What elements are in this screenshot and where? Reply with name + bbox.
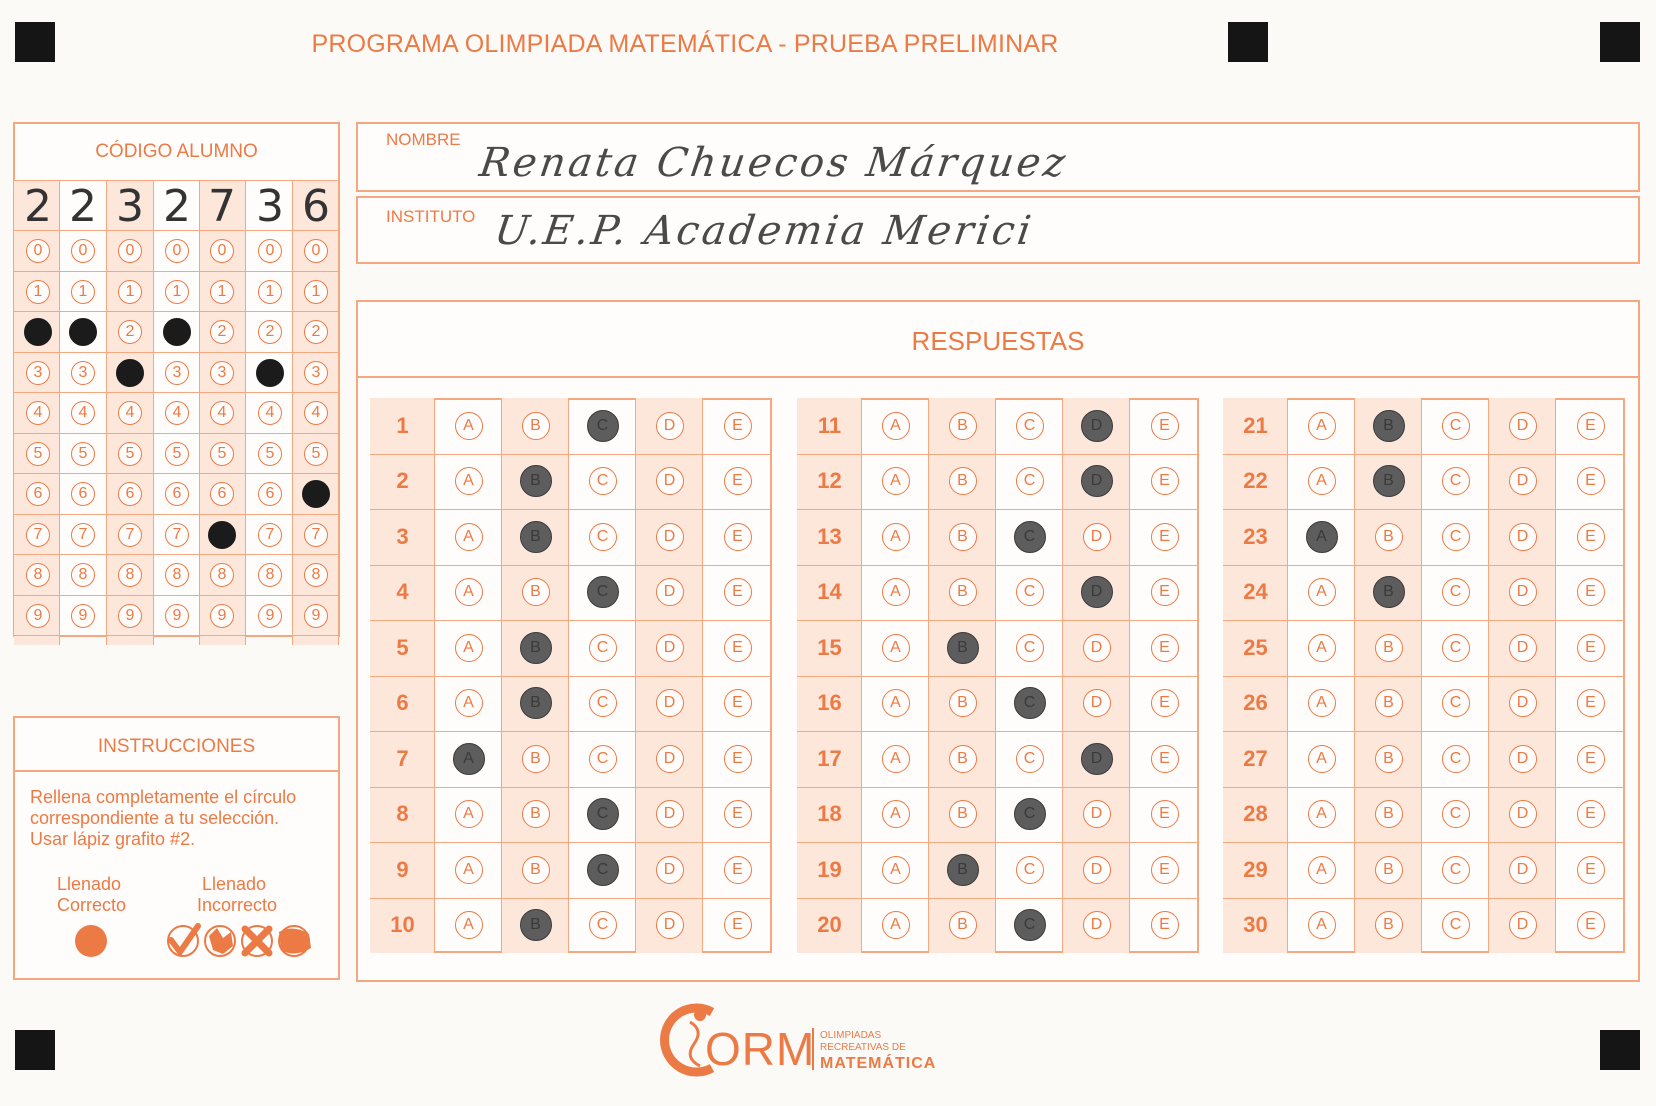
incorrect-fill-label-1: Llenado (202, 874, 267, 894)
answer-bubble-a[interactable]: A (1308, 745, 1336, 773)
student-code-label: CÓDIGO ALUMNO (95, 141, 258, 162)
answer-bubble-b[interactable]: B (522, 800, 550, 828)
student-code-bubble[interactable]: 6 (118, 482, 142, 506)
answer-bubble-d[interactable]: D (1509, 467, 1537, 495)
answer-bubble-c[interactable]: C (589, 634, 617, 662)
answer-bubble-c[interactable]: C (1014, 521, 1046, 553)
answer-bubble-c[interactable]: C (1442, 856, 1470, 884)
student-code-bubble[interactable]: 7 (118, 523, 142, 547)
answer-bubble-a[interactable]: A (455, 800, 483, 828)
answer-bubble-c[interactable]: C (1014, 909, 1046, 941)
orm-logo (660, 1000, 990, 1080)
question-number: 20 (817, 912, 842, 938)
student-code-bubble[interactable]: 5 (258, 442, 282, 466)
student-code-bubble[interactable]: 1 (71, 280, 95, 304)
question-number: 17 (817, 745, 842, 771)
answer-bubble-c[interactable]: C (1016, 745, 1044, 773)
question-number: 3 (396, 523, 409, 549)
answer-bubble-c[interactable]: C (1442, 523, 1470, 551)
answer-bubble-a[interactable]: A (455, 578, 483, 606)
answer-bubble-c[interactable]: C (587, 410, 619, 442)
student-code-bubble[interactable]: 8 (118, 563, 142, 587)
answer-bubble-e[interactable]: E (1151, 689, 1179, 717)
question-number: 2 (396, 468, 409, 494)
answer-bubble-e[interactable]: E (1151, 412, 1179, 440)
answer-bubble-e[interactable]: E (724, 689, 752, 717)
student-code-bubble[interactable]: 5 (304, 442, 328, 466)
respuestas-label: RESPUESTAS (911, 326, 1085, 356)
instructions-line-1: Rellena completamente el círculo (30, 787, 297, 807)
student-code-written-digit: 2 (24, 181, 52, 232)
question-number: 12 (817, 468, 842, 494)
student-code-bubble[interactable]: 6 (71, 482, 95, 506)
answer-bubble-d[interactable]: D (1083, 800, 1111, 828)
student-code-bubble[interactable]: 1 (26, 280, 50, 304)
student-code-bubble[interactable]: 8 (304, 563, 328, 587)
answer-bubble-b[interactable]: B (1375, 856, 1403, 884)
answer-bubble-c[interactable]: C (1016, 634, 1044, 662)
answer-bubble-d[interactable]: D (1083, 523, 1111, 551)
registration-mark-bottom-right (1600, 1030, 1640, 1070)
question-number: 10 (390, 912, 415, 938)
answer-bubble-c[interactable]: C (587, 854, 619, 886)
answer-bubble-d[interactable]: D (656, 412, 684, 440)
answer-bubble-c[interactable]: C (1442, 634, 1470, 662)
student-code-bubble[interactable]: 3 (26, 361, 50, 385)
student-code-bubble[interactable]: 0 (210, 239, 234, 263)
student-code-bubble[interactable]: 2 (118, 320, 142, 344)
question-number: 29 (1243, 856, 1268, 882)
answer-bubble-b[interactable]: B (520, 465, 552, 497)
question-number: 4 (396, 579, 409, 605)
student-code-bubble[interactable]: 1 (304, 280, 328, 304)
answer-bubble-c[interactable]: C (1442, 467, 1470, 495)
answer-bubble-e[interactable]: E (1151, 467, 1179, 495)
answer-bubble-a[interactable]: A (1308, 800, 1336, 828)
answer-bubble-c[interactable]: C (589, 911, 617, 939)
answer-bubble-a[interactable]: A (1308, 578, 1336, 606)
student-code-bubble[interactable]: 2 (24, 318, 52, 346)
answer-bubble-b[interactable]: B (1375, 911, 1403, 939)
answer-bubble-e[interactable]: E (1151, 856, 1179, 884)
student-code-bubble[interactable]: 1 (210, 280, 234, 304)
answer-bubble-e[interactable]: E (724, 745, 752, 773)
answer-bubble-b[interactable]: B (520, 632, 552, 664)
answer-bubble-d[interactable]: D (656, 467, 684, 495)
student-code-bubble[interactable]: 9 (304, 604, 328, 628)
student-code-bubble[interactable]: 6 (258, 482, 282, 506)
answer-bubble-b[interactable]: B (1373, 410, 1405, 442)
student-code-bubble[interactable]: 2 (304, 320, 328, 344)
answer-bubble-e[interactable]: E (1577, 745, 1605, 773)
student-code-bubble[interactable]: 4 (26, 401, 50, 425)
orm-logo-line-2: RECREATIVAS DE (820, 1042, 906, 1053)
student-code-bubble[interactable]: 3 (116, 359, 144, 387)
question-number: 30 (1243, 912, 1268, 938)
answer-bubble-d[interactable]: D (1509, 523, 1537, 551)
answer-bubble-d[interactable]: D (656, 689, 684, 717)
answer-bubble-d[interactable]: D (656, 800, 684, 828)
student-code-bubble[interactable]: 9 (258, 604, 282, 628)
answer-bubble-b[interactable]: B (949, 911, 977, 939)
answer-bubble-a[interactable]: A (1308, 634, 1336, 662)
correct-fill-label-1: Llenado (57, 874, 122, 894)
answer-bubble-e[interactable]: E (1151, 745, 1179, 773)
answer-bubble-d[interactable]: D (1509, 911, 1537, 939)
answer-bubble-c[interactable]: C (1442, 412, 1470, 440)
answer-bubble-a[interactable]: A (455, 412, 483, 440)
answer-bubble-a[interactable]: A (882, 856, 910, 884)
answer-bubble-e[interactable]: E (724, 911, 752, 939)
answer-bubble-e[interactable]: E (724, 856, 752, 884)
answer-bubble-b[interactable]: B (1375, 745, 1403, 773)
answer-bubble-a[interactable]: A (1308, 911, 1336, 939)
answer-bubble-d[interactable]: D (656, 578, 684, 606)
student-code-bubble[interactable]: 4 (71, 401, 95, 425)
question-number: 21 (1243, 412, 1268, 438)
student-code-bubble[interactable]: 5 (26, 442, 50, 466)
answer-bubble-d[interactable]: D (1509, 800, 1537, 828)
answer-bubble-a[interactable]: A (882, 634, 910, 662)
answer-bubble-b[interactable]: B (947, 854, 979, 886)
student-code-bubble[interactable]: 3 (165, 361, 189, 385)
answer-bubble-b[interactable]: B (1375, 523, 1403, 551)
answer-bubble-d[interactable]: D (1509, 856, 1537, 884)
student-code-bubble[interactable]: 8 (165, 563, 189, 587)
student-code-bubble[interactable]: 6 (26, 482, 50, 506)
student-code-bubble[interactable]: 8 (26, 563, 50, 587)
answer-bubble-e[interactable]: E (724, 634, 752, 662)
student-code-bubble[interactable]: 8 (71, 563, 95, 587)
question-number: 16 (817, 690, 842, 716)
question-number: 23 (1243, 523, 1268, 549)
answer-bubble-e[interactable]: E (1151, 911, 1179, 939)
student-code-bubble[interactable]: 1 (118, 280, 142, 304)
student-code-bubble[interactable]: 6 (165, 482, 189, 506)
question-number: 13 (817, 523, 842, 549)
question-number: 9 (396, 856, 409, 882)
question-number: 8 (396, 801, 409, 827)
answer-bubble-e[interactable]: E (724, 467, 752, 495)
student-code-bubble[interactable]: 9 (165, 604, 189, 628)
answer-bubble-b[interactable]: B (949, 467, 977, 495)
answer-bubble-e[interactable]: E (724, 523, 752, 551)
answer-bubble-c[interactable]: C (587, 798, 619, 830)
answer-bubble-e[interactable]: E (1577, 800, 1605, 828)
answer-bubble-b[interactable]: B (522, 578, 550, 606)
question-number: 15 (817, 634, 842, 660)
answer-bubble-a[interactable]: A (1306, 521, 1338, 553)
question-number: 1 (396, 412, 409, 438)
answer-bubble-e[interactable]: E (1577, 634, 1605, 662)
student-code-bubble[interactable]: 3 (71, 361, 95, 385)
answer-bubble-d[interactable]: D (656, 523, 684, 551)
answer-bubble-b[interactable]: B (949, 412, 977, 440)
answer-bubble-b[interactable]: B (1373, 576, 1405, 608)
student-code-bubble[interactable]: 3 (304, 361, 328, 385)
answer-bubble-a[interactable]: A (455, 911, 483, 939)
student-code-bubble[interactable]: 2 (210, 320, 234, 344)
answer-bubble-e[interactable]: E (724, 800, 752, 828)
page-title: PROGRAMA OLIMPIADA MATEMÁTICA - PRUEBA PRELIMINAR (311, 30, 1059, 58)
answer-bubble-d[interactable]: D (1083, 689, 1111, 717)
student-code-bubble[interactable]: 0 (165, 239, 189, 263)
student-code-bubble[interactable]: 4 (210, 401, 234, 425)
answer-bubble-c[interactable]: C (1442, 745, 1470, 773)
orm-logo-line-1: OLIMPIADAS (820, 1030, 882, 1041)
student-code-bubble[interactable]: 1 (258, 280, 282, 304)
question-number: 26 (1243, 690, 1268, 716)
answer-bubble-b[interactable]: B (1375, 800, 1403, 828)
student-code-bubble[interactable]: 7 (208, 521, 236, 549)
student-code-bubble[interactable]: 0 (304, 239, 328, 263)
answer-bubble-c[interactable]: C (1014, 687, 1046, 719)
answer-bubble-c[interactable]: C (587, 576, 619, 608)
answer-bubble-c[interactable]: C (1016, 412, 1044, 440)
student-code-bubble[interactable]: 5 (71, 442, 95, 466)
student-code-bubble[interactable]: 0 (118, 239, 142, 263)
student-code-written-digit: 2 (163, 181, 191, 232)
answer-bubble-c[interactable]: C (1442, 578, 1470, 606)
question-number: 11 (817, 412, 842, 438)
answer-bubble-c[interactable]: C (1442, 911, 1470, 939)
incorrect-fill-examples-icon (165, 922, 320, 960)
answer-bubble-c[interactable]: C (1016, 578, 1044, 606)
question-number: 19 (817, 856, 842, 882)
answer-bubble-d[interactable]: D (1509, 578, 1537, 606)
question-number: 18 (817, 801, 842, 827)
nombre-value: Renata Chuecos Márquez (476, 140, 1071, 186)
answer-bubble-d[interactable]: D (1083, 634, 1111, 662)
answer-bubble-a[interactable]: A (1308, 412, 1336, 440)
answer-bubble-b[interactable]: B (949, 745, 977, 773)
student-code-bubble[interactable]: 4 (258, 401, 282, 425)
nombre-label: NOMBRE (386, 130, 461, 149)
student-code-bubble[interactable]: 4 (118, 401, 142, 425)
answer-bubble-b[interactable]: B (947, 632, 979, 664)
student-code-bubble[interactable]: 8 (210, 563, 234, 587)
question-number: 27 (1243, 745, 1268, 771)
answer-bubble-a[interactable]: A (882, 689, 910, 717)
answer-bubble-b[interactable]: B (949, 523, 977, 551)
instituto-value: U.E.P. Academia Merici (491, 208, 1037, 254)
answer-bubble-b[interactable]: B (520, 909, 552, 941)
answer-bubble-c[interactable]: C (589, 745, 617, 773)
answer-bubble-d[interactable]: D (1509, 412, 1537, 440)
question-number: 7 (396, 745, 409, 771)
orm-logo-text: ORM (705, 1023, 816, 1075)
student-code-bubble[interactable]: 9 (210, 604, 234, 628)
answer-bubble-d[interactable]: D (1081, 410, 1113, 442)
answer-bubble-d[interactable]: D (1081, 576, 1113, 608)
student-code-bubble[interactable]: 0 (26, 239, 50, 263)
answer-bubble-a[interactable]: A (1308, 467, 1336, 495)
answer-bubble-b[interactable]: B (1375, 689, 1403, 717)
student-code-written-digit: 3 (256, 181, 284, 232)
answer-bubble-d[interactable]: D (656, 745, 684, 773)
answer-bubble-a[interactable]: A (455, 467, 483, 495)
orm-logo-line-3: MATEMÁTICA (820, 1055, 937, 1072)
answer-bubble-d[interactable]: D (1081, 743, 1113, 775)
student-code-written-digit: 6 (302, 181, 330, 232)
answer-bubble-e[interactable]: E (1577, 856, 1605, 884)
answer-bubble-a[interactable]: A (1308, 689, 1336, 717)
answer-bubble-d[interactable]: D (1083, 911, 1111, 939)
answer-bubble-b[interactable]: B (949, 578, 977, 606)
answer-bubble-a[interactable]: A (455, 856, 483, 884)
student-code-bubble[interactable]: 9 (26, 604, 50, 628)
student-code-bubble[interactable]: 9 (71, 604, 95, 628)
answer-bubble-e[interactable]: E (724, 412, 752, 440)
student-code-bubble[interactable]: 7 (26, 523, 50, 547)
student-code-bubble[interactable]: 5 (165, 442, 189, 466)
answer-bubble-b[interactable]: B (949, 689, 977, 717)
student-code-bubble[interactable]: 7 (258, 523, 282, 547)
answer-bubble-a[interactable]: A (882, 523, 910, 551)
answer-bubble-c[interactable]: C (589, 689, 617, 717)
answer-bubble-e[interactable]: E (1577, 689, 1605, 717)
correct-fill-example-icon (75, 925, 107, 957)
student-code-written-digit: 7 (208, 181, 236, 232)
student-code-bubble[interactable]: 4 (304, 401, 328, 425)
answer-bubble-a[interactable]: A (453, 743, 485, 775)
student-code-written-digit: 2 (69, 181, 97, 232)
student-code-bubble[interactable]: 7 (304, 523, 328, 547)
answer-bubble-d[interactable]: D (1083, 856, 1111, 884)
answer-bubble-c[interactable]: C (1016, 856, 1044, 884)
registration-mark-top-right (1600, 22, 1640, 62)
answer-bubble-a[interactable]: A (882, 412, 910, 440)
answer-bubble-e[interactable]: E (1577, 467, 1605, 495)
answer-bubble-b[interactable]: B (520, 521, 552, 553)
answer-bubble-a[interactable]: A (882, 467, 910, 495)
question-number: 5 (396, 634, 409, 660)
answer-bubble-b[interactable]: B (522, 745, 550, 773)
answer-bubble-c[interactable]: C (1016, 467, 1044, 495)
student-code-bubble[interactable]: 9 (118, 604, 142, 628)
answer-bubble-c[interactable]: C (1014, 798, 1046, 830)
instituto-label: INSTITUTO (386, 207, 476, 226)
answer-bubble-d[interactable]: D (656, 856, 684, 884)
registration-mark-top-mid (1228, 22, 1268, 62)
answer-bubble-b[interactable]: B (1373, 465, 1405, 497)
answer-bubble-e[interactable]: E (1577, 412, 1605, 440)
student-code-bubble[interactable]: 8 (258, 563, 282, 587)
answer-bubble-e[interactable]: E (1151, 800, 1179, 828)
answer-bubble-a[interactable]: A (455, 523, 483, 551)
instructions-label: INSTRUCCIONES (97, 736, 256, 757)
answer-bubble-d[interactable]: D (656, 911, 684, 939)
answer-bubble-d[interactable]: D (1509, 745, 1537, 773)
student-code-bubble[interactable]: 2 (69, 318, 97, 346)
question-number: 22 (1243, 468, 1268, 494)
answer-bubble-d[interactable]: D (1509, 689, 1537, 717)
answer-bubble-a[interactable]: A (1308, 856, 1336, 884)
student-code-bubble[interactable]: 3 (210, 361, 234, 385)
student-code-bubble[interactable]: 2 (163, 318, 191, 346)
incorrect-fill-label-2: Incorrecto (197, 895, 278, 915)
answer-bubble-a[interactable]: A (882, 911, 910, 939)
student-code-bubble[interactable]: 3 (256, 359, 284, 387)
answer-bubble-e[interactable]: E (1151, 523, 1179, 551)
answer-bubble-e[interactable]: E (1577, 578, 1605, 606)
question-number: 6 (396, 690, 409, 716)
registration-mark-top-left (15, 22, 55, 62)
student-code-bubble[interactable]: 0 (258, 239, 282, 263)
answer-bubble-d[interactable]: D (1081, 465, 1113, 497)
answer-bubble-b[interactable]: B (949, 800, 977, 828)
answer-bubble-a[interactable]: A (455, 689, 483, 717)
student-code-bubble[interactable]: 0 (71, 239, 95, 263)
student-code-bubble[interactable]: 5 (210, 442, 234, 466)
answer-bubble-e[interactable]: E (1151, 578, 1179, 606)
answer-bubble-b[interactable]: B (1375, 634, 1403, 662)
student-code-bubble[interactable]: 5 (118, 442, 142, 466)
answer-bubble-e[interactable]: E (1151, 634, 1179, 662)
student-code-bubble[interactable]: 6 (302, 480, 330, 508)
answer-bubble-c[interactable]: C (1442, 800, 1470, 828)
answer-bubble-a[interactable]: A (455, 634, 483, 662)
answer-bubble-a[interactable]: A (882, 800, 910, 828)
question-number: 14 (817, 579, 842, 605)
student-code-written-digit: 3 (116, 181, 144, 232)
student-code-bubble[interactable]: 7 (71, 523, 95, 547)
question-number: 28 (1243, 801, 1268, 827)
answer-bubble-d[interactable]: D (1509, 634, 1537, 662)
instructions-line-3: Usar lápiz grafito #2. (30, 829, 196, 849)
answer-bubble-d[interactable]: D (656, 634, 684, 662)
question-number: 24 (1243, 579, 1268, 605)
registration-mark-bottom-left (15, 1030, 55, 1070)
answer-bubble-b[interactable]: B (522, 856, 550, 884)
answer-bubble-c[interactable]: C (589, 467, 617, 495)
question-number: 25 (1243, 634, 1268, 660)
student-code-bubble[interactable]: 4 (165, 401, 189, 425)
student-code-bubble[interactable]: 1 (165, 280, 189, 304)
student-code-bubble[interactable]: 7 (165, 523, 189, 547)
answer-bubble-e[interactable]: E (1577, 911, 1605, 939)
answer-bubble-a[interactable]: A (882, 578, 910, 606)
answer-bubble-c[interactable]: C (1442, 689, 1470, 717)
student-code-bubble[interactable]: 2 (258, 320, 282, 344)
answer-bubble-a[interactable]: A (882, 745, 910, 773)
answer-bubble-b[interactable]: B (520, 687, 552, 719)
answer-bubble-c[interactable]: C (589, 523, 617, 551)
instructions-line-2: correspondiente a tu selección. (30, 808, 280, 828)
answer-bubble-e[interactable]: E (724, 578, 752, 606)
correct-fill-label-2: Correcto (57, 895, 127, 915)
answer-bubble-b[interactable]: B (522, 412, 550, 440)
student-code-bubble[interactable]: 6 (210, 482, 234, 506)
answer-bubble-e[interactable]: E (1577, 523, 1605, 551)
